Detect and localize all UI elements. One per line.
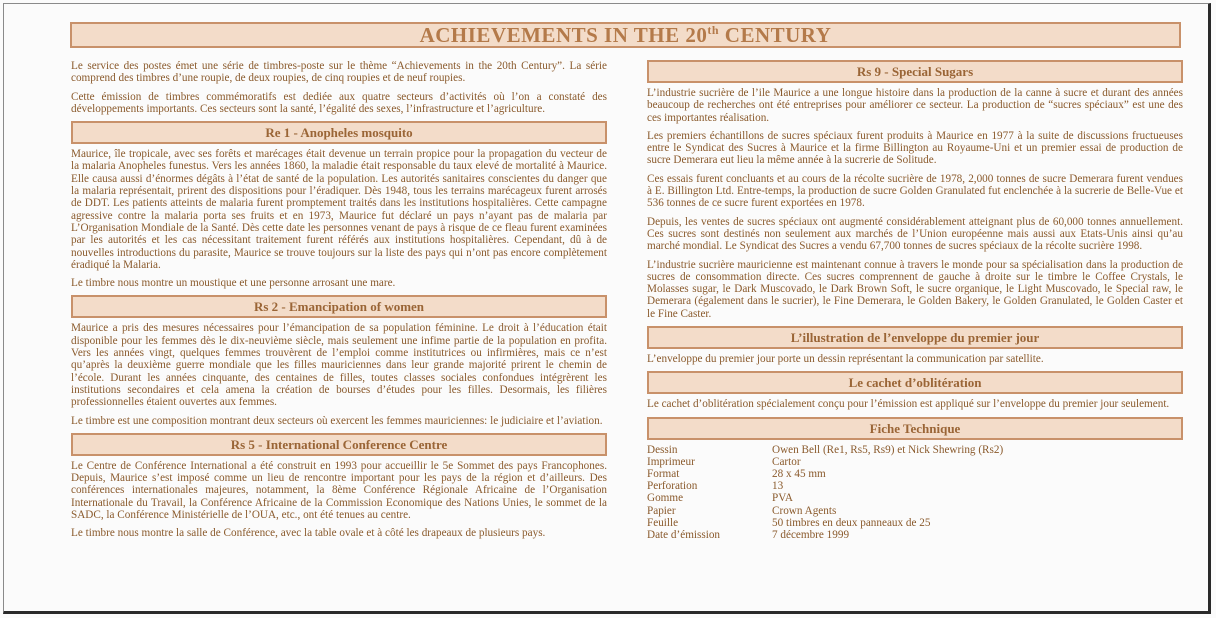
- sugar-paragraph-3: Ces essais furent concluants et au cours de la récolte sucrière de 1978, 2,000 tonnes de sucre Demerara furent vendues à E. Billington Ltd. Entre-temps, la production de sucre Golden Granulated fut enclenchée à la sucrerie de Belle-Vue et 536 tonnes de ce sucre furent exportées en 1978.: [647, 172, 1183, 210]
- table-row: [647, 492, 1183, 504]
- table-row: [647, 517, 1183, 529]
- section-note-rs2: Le timbre est une composition montrant deux secteurs où exercent les femmes mauriciennes: le judiciaire et l’aviation.: [71, 414, 603, 427]
- tech-value: Owen Bell (Re1, Rs5, Rs9) et Nick Shewring (Rs2): [772, 443, 1004, 456]
- title-superscript: th: [707, 23, 720, 37]
- tech-key: Imprimeur: [647, 455, 695, 468]
- section-header-cancellation: Le cachet d’oblitération: [647, 371, 1183, 394]
- table-row: [647, 456, 1183, 468]
- table-row: [647, 529, 1183, 541]
- tech-key: Feuille: [647, 516, 679, 529]
- page-title-banner: [70, 22, 1181, 48]
- section-body-rs2: Maurice a pris des mesures nécessaires pour l’émancipation de sa population féminine. Le droit à l’éducation était disponible pour les femmes dès le dix-neuvième siècle, mais seulement une infime partie de la population en profita. Vers les années vingt, quelques femmes trouvèrent de l’emploi comme institutrices ou infirmières, mais ce n’est qu’après la deuxième guerre mondiale que les filles mauriciennes dans leur grande majorité prirent le chemin de l’école. Durant les années cinquante, des centaines de filles, toutes classes sociales confondues intégrèrent les institutions secondaires et cela amena la création de bourses d’études pour les filles. Desormais, les filières professionnelles étaient ouvertes aux femmes.: [71, 322, 607, 409]
- section-header-rs2: Rs 2 - Emancipation of women: [71, 295, 607, 318]
- tech-key: Papier: [647, 504, 676, 517]
- sugar-paragraph-4: Depuis, les ventes de sucres spéciaux ont augmenté considérablement atteignant plus de 60,000 tonnes annuellement. Ces sucres sont destinés non seulement aux marchés de l’Union européenne mais aussi aux Etats-Unis ainsi qu’au marché mondial. Le Syndicat des Sucres a vendu 67,700 tonnes de sucres spéciaux de la récolte sucrière 1998.: [647, 215, 1183, 253]
- tech-value: PVA: [772, 492, 793, 505]
- tech-value: 28 x 45 mm: [772, 468, 826, 481]
- section-body-rs5: Le Centre de Conférence International a été construit en 1993 pour accueillir le 5e Sommet des pays Francophones. Depuis, Maurice s’est imposé comme un lieu de rencontre important pour les pays de la région et d’ailleurs. Des conférences internationales majeures, notamment, la 8ème Conférence Régionale Africaine de l’Organisation Internationale du Travail, la Conférence Africaine de la Commission Economique des Nations Unies, le sommet de la SADC, la Conférence Ministérielle de l’OUA, etc., ont été tenues au centre.: [71, 459, 607, 522]
- table-row: [647, 468, 1183, 480]
- tech-value: 7 décembre 1999: [772, 529, 850, 542]
- section-note-re1: Le timbre nous montre un moustique et une personne arrosant une mare.: [71, 277, 396, 290]
- sugar-paragraph-1: L’industrie sucrière de l’ile Maurice a une longue histoire dans la production de la canne à sucre et durant des années beaucoup de recherches ont été entreprises pour améliorer ce secteur. La production de “sucres spéciaux” est une des ces importantes réalisation.: [647, 87, 1183, 124]
- table-row: [647, 480, 1183, 492]
- sugar-paragraph-2: Les premiers échantillons de sucres spéciaux furent produits à Maurice en 1977 à la suite de discussions fructueuses entre le Syndicat des Sucres à Maurice et la firme Billington au Royaume-Uni et un premier essai de production de sucre Demerara eut lieu la même année à la sucrerie de Solitude.: [647, 129, 1183, 167]
- section-note-rs5: Le timbre nous montre la salle de Conférence, avec la table ovale et à côté les drapeaux de plusieurs pays.: [71, 527, 546, 540]
- section-header-fdc: L’illustration de l’enveloppe du premier jour: [647, 326, 1183, 349]
- title-tail: CENTURY: [719, 23, 832, 47]
- tech-key: Date d’émission: [647, 529, 721, 542]
- tech-key: Gomme: [647, 492, 684, 505]
- table-row: [647, 444, 1183, 456]
- section-header-technical: Fiche Technique: [647, 417, 1183, 440]
- fdc-body: L’enveloppe du premier jour porte un dessin représentant la communication par satellite.: [647, 353, 1044, 366]
- tech-value: Cartor: [772, 455, 801, 468]
- tech-key: Dessin: [647, 443, 678, 456]
- sugar-paragraph-5: L’industrie sucrière mauricienne est maintenant connue à travers le monde pour sa spécialisation dans la production de sucres de consommation directe. Ces sucres comprennent de gauche à droite sur le timbre le Coffee Crystals, le Molasses sugar, le Dark Muscovado, le Dark Brown Soft, le sucre organique, le Light Muscovado, le Special raw, le Demerara (également dans le sucrier), le Fine Demerara, le Golden Bakery, le Golden Granulated, le Golden Caster et le Fine Caster.: [647, 258, 1183, 320]
- section-header-rs9: Rs 9 - Special Sugars: [647, 60, 1183, 83]
- tech-key: Perforation: [647, 480, 698, 493]
- tech-value: 50 timbres en deux panneaux de 25: [772, 516, 931, 529]
- table-row: [647, 505, 1183, 517]
- right-column: [647, 60, 1183, 541]
- technical-table: [647, 444, 1183, 542]
- title-main: ACHIEVEMENTS IN THE 20: [419, 23, 708, 47]
- section-header-re1: Re 1 - Anopheles mosquito: [71, 121, 607, 144]
- intro-paragraph-1: Le service des postes émet une série de timbres-poste sur le thème “Achievements in the 20th Century”. La série comprend des timbres d’une roupie, de deux roupies, de cinq roupies et de neuf roupies.: [71, 60, 607, 85]
- tech-value: Crown Agents: [772, 504, 837, 517]
- tech-value: 13: [772, 480, 784, 493]
- left-column: [71, 60, 607, 546]
- section-body-re1: Maurice, île tropicale, avec ses forêts et marécages était devenue un terrain propice pour la propagation du vecteur de la malaria Anopheles funestus. Vers les années 1860, la maladie était responsable du taux elevé de mortalité à Maurice. Elle causa aussi d’énormes dégâts à l’état de santé de la population. Les autorités sanitaires conscientes du danger que la malaria représentait, prirent des dispositions pour l’éradiquer. Dès 1948, tous les terrains marécageux furent arrosés de DDT. Les patients atteints de malaria furent promptement traités dans les institutions hospitalières. Cette campagne agressive contre la malaria porta ses fruits et en 1973, Maurice fut déclaré un pays n’ayant pas de malaria par L’Organisation Mondiale de la Santé. Dès cette date les personnes venant de pays à risque de ce fleau furent examinées par les autorités et les cas nécessitant traitement furent référés aux institutions hospitalières. Cependant, dû à de nouvelles introductions du parasite, Maurice se trouve toujours sur la liste des pays qui n’ont pas encore complètement éradiqué la Malaria.: [71, 148, 607, 271]
- cancellation-body: Le cachet d’oblitération spécialement conçu pour l’émission est appliqué sur l’enveloppe du premier jour seulement.: [647, 398, 1170, 411]
- intro-paragraph-2: Cette émission de timbres commémoratifs est dediée aux quatre secteurs d’activités où l’on a constaté des développements importants. Ces secteurs sont la santé, l’égalité des sexes, l’infrastructure et l’agriculture.: [71, 90, 607, 115]
- section-header-rs5: Rs 5 - International Conference Centre: [71, 433, 607, 456]
- tech-key: Format: [647, 468, 680, 481]
- page-title: [420, 23, 832, 47]
